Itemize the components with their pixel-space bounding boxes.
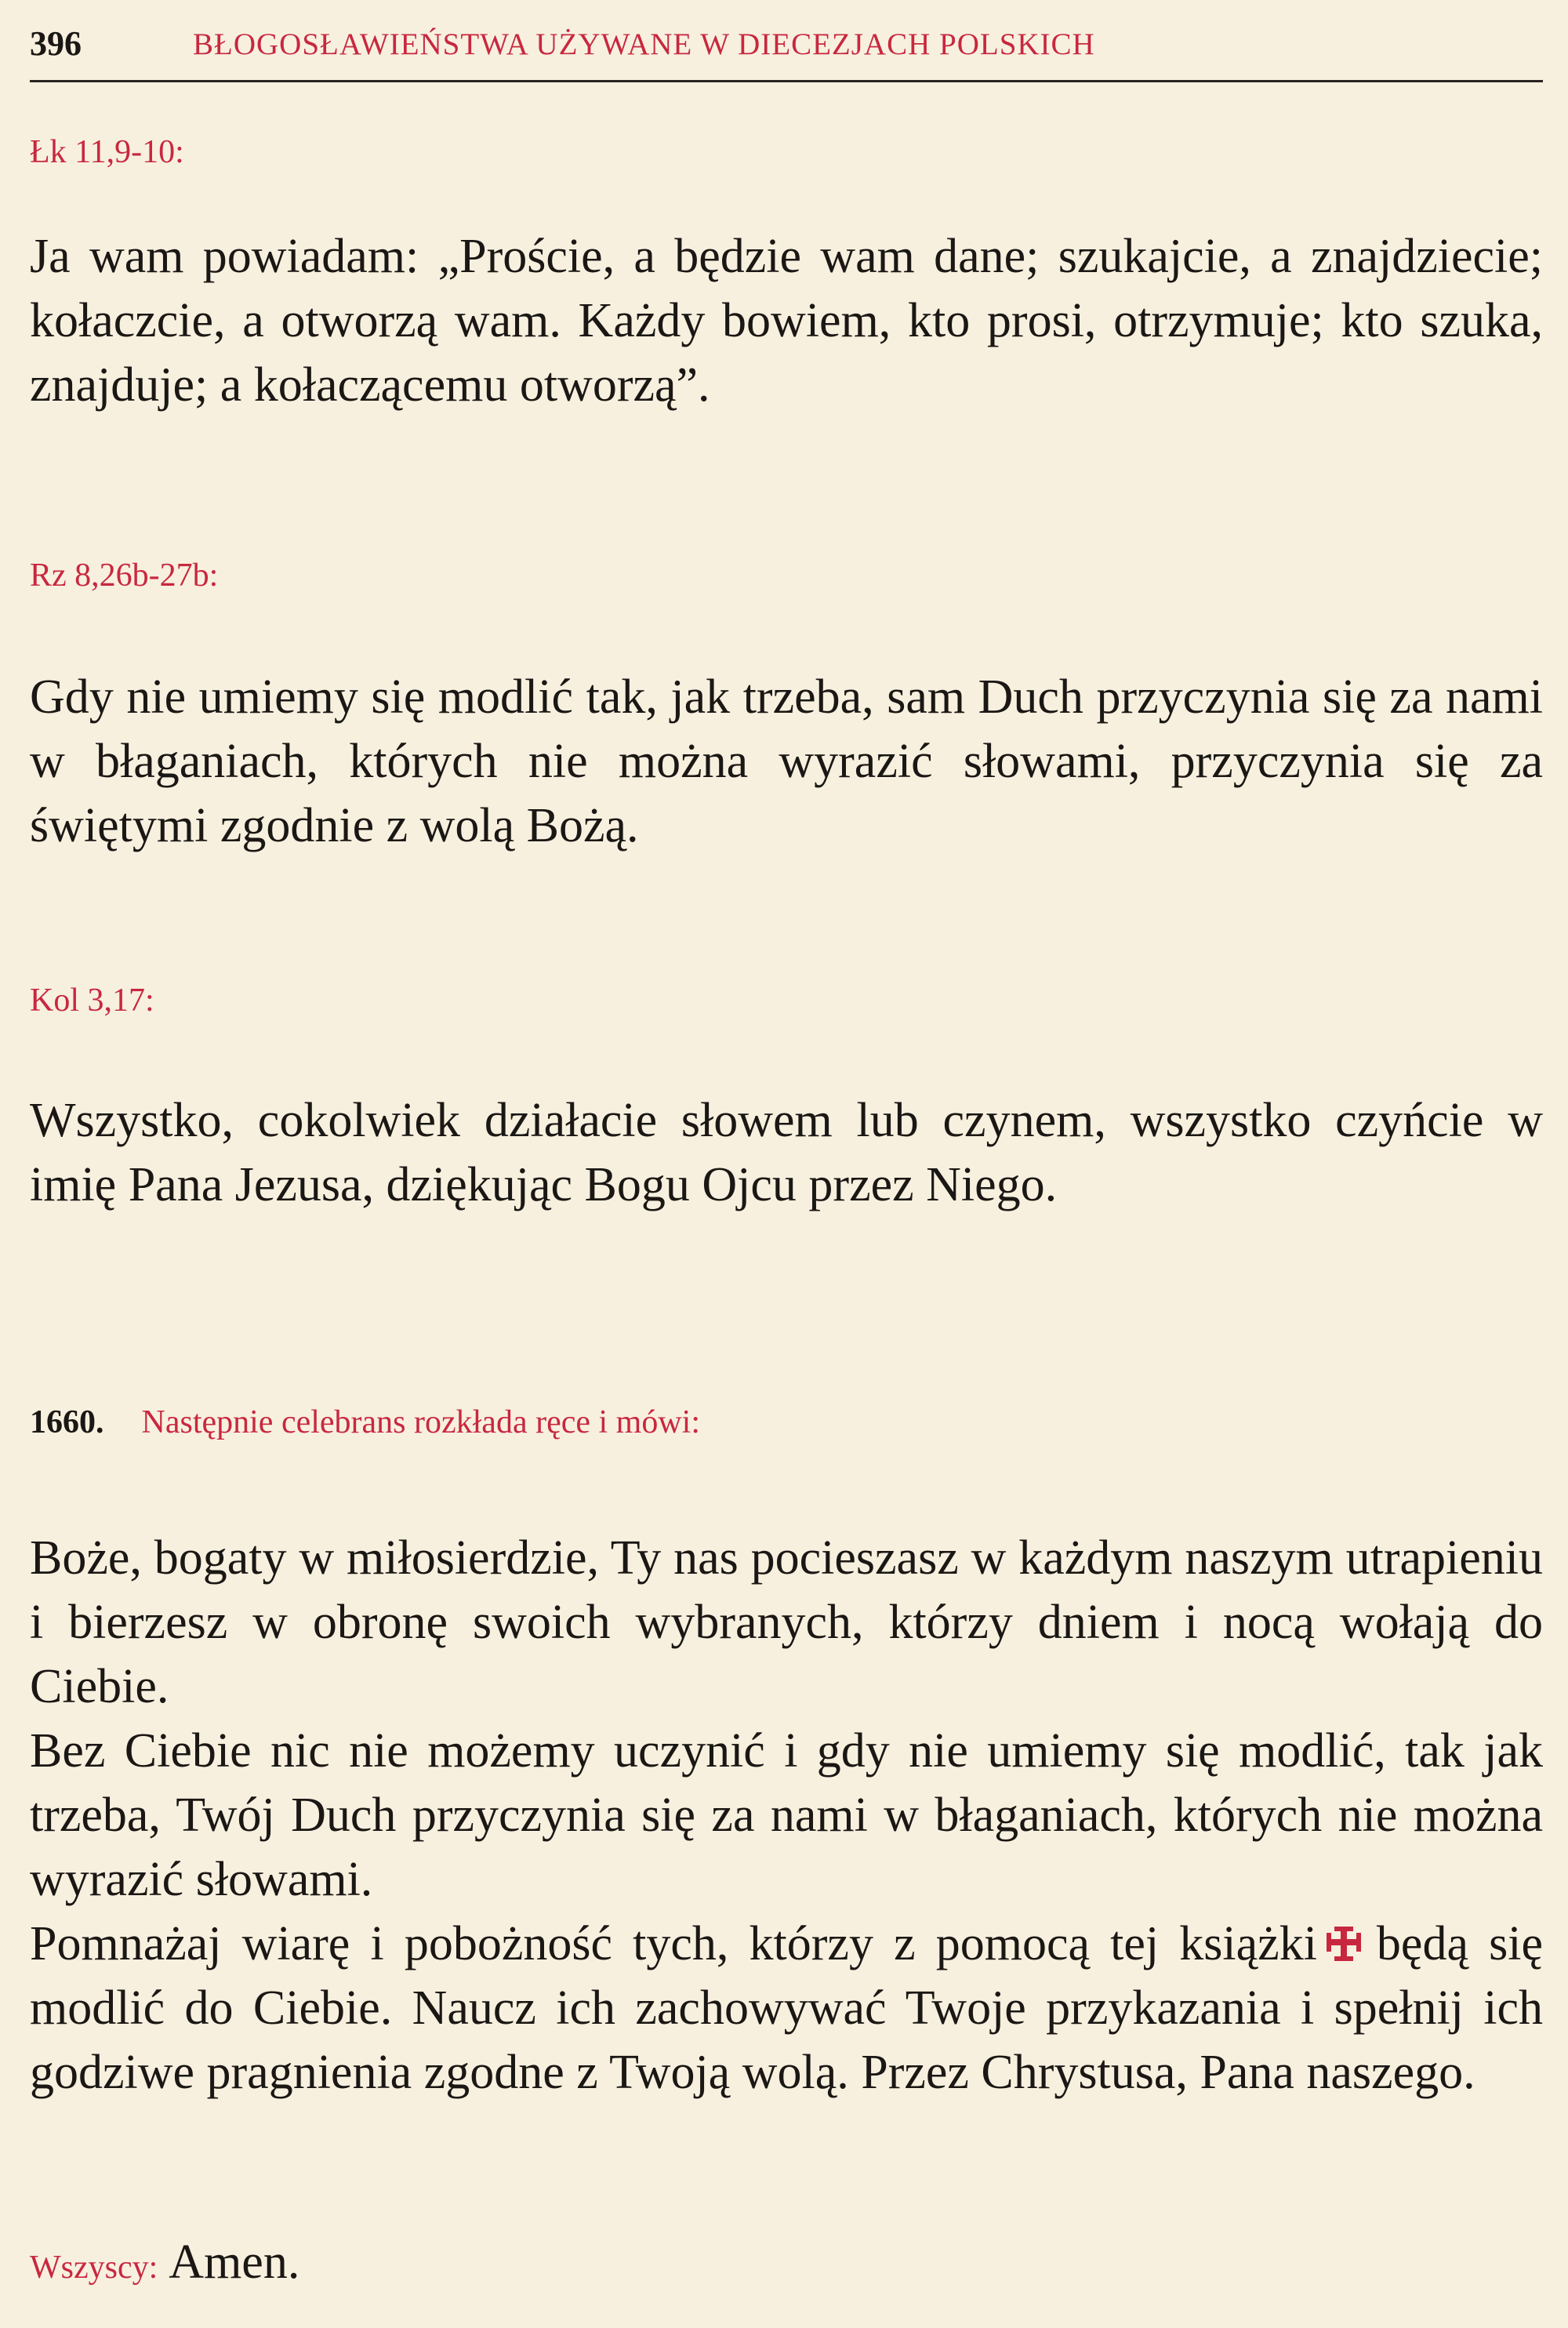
response-label: Wszyscy:	[30, 2250, 158, 2286]
reading-ref-1: Łk 11,9-10:	[30, 134, 184, 170]
response-text: Amen.	[169, 2235, 300, 2289]
prayer-paragraph-3-start: Pomnażaj wiarę i pobożność tych, którzy z pomocą tej książki	[30, 1917, 1317, 1970]
running-header	[30, 17, 1543, 82]
cross-icon	[1325, 1925, 1363, 1963]
reading-text-1: Ja wam powiadam: „Proście, a będzie wam dane; szukajcie, a znajdziecie; kołaczcie, a otworzą wam. Każdy bowiem, kto prosi, otrzymuje; kto szuka, znajduje; a kołaczącemu otworzą”.	[30, 230, 1543, 412]
reading-ref-2: Rz 8,26b-27b:	[30, 557, 219, 594]
rubric-text: Następnie celebrans rozkłada ręce i mówi:	[141, 1404, 701, 1440]
prayer-paragraph-1: Boże, bogaty w miłosierdzie, Ty nas pocieszasz w każdym naszym utrapieniu i bierzesz w obronę swoich wybranych, którzy dniem i nocą wołają do Ciebie.	[30, 1531, 1543, 1713]
running-title: BŁOGOSŁAWIEŃSTWA UŻYWANE W DIECEZJACH POLSKICH	[193, 27, 1095, 61]
page-number: 396	[30, 24, 82, 63]
prayer-paragraph-2: Bez Ciebie nic nie możemy uczynić i gdy nie umiemy się modlić, tak jak trzeba, Twój Duch przyczynia się za nami w błaganiach, których nie można wyrazić słowami.	[30, 1724, 1543, 1906]
reading-ref-3: Kol 3,17:	[30, 982, 154, 1019]
prayer-paragraph-3-end: będą się modlić do Ciebie. Naucz ich zachowywać Twoje przykazania i spełnij ich godziwe pragnienia zgodne z Twoją wolą. Przez Chrystusa, Pana naszego.	[30, 1917, 1543, 2099]
response-line	[30, 2235, 299, 2290]
reading-text-2: Gdy nie umiemy się modlić tak, jak trzeba, sam Duch przyczynia się za nami w błaganiach, których nie można wyrazić słowami, przyczynia się za świętymi zgodnie z wolą Bożą.	[30, 670, 1543, 852]
rubric	[30, 1404, 700, 1441]
reading-text-3: Wszystko, cokolwiek działacie słowem lub czynem, wszystko czyńcie w imię Pana Jezusa, dziękując Bogu Ojcu przez Niego.	[30, 1094, 1543, 1211]
prayer-paragraph-3	[30, 1912, 1543, 2105]
rubric-number: 1660.	[30, 1404, 104, 1440]
